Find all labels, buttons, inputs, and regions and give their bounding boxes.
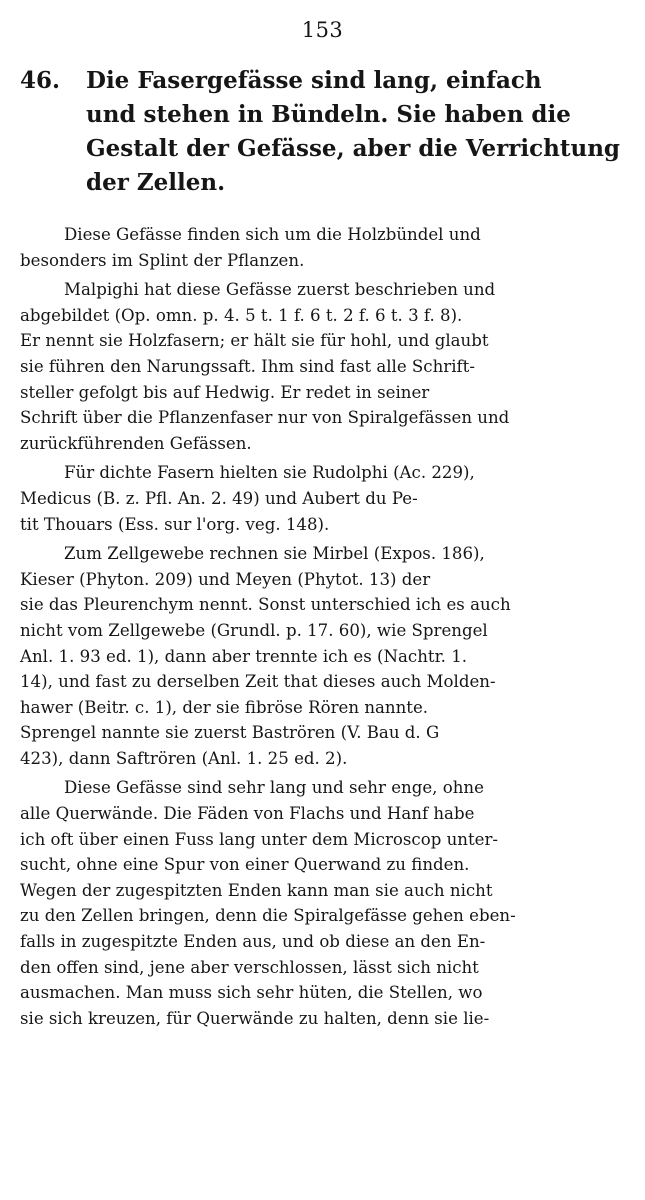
section-number: 46. (20, 67, 61, 94)
text-line: nicht vom Zellgewebe (Grundl. p. 17. 60), wie Sprengel (20, 620, 488, 640)
paragraph (20, 775, 588, 1031)
text-line: Anl. 1. 93 ed. 1), dann aber trennte ich es (Nachtr. 1. (20, 646, 468, 666)
text-line: sie führen den Narungssaft. Ihm sind fast alle Schrift- (20, 356, 475, 376)
text-line: steller gefolgt bis auf Hedwig. Er redet in seiner (20, 382, 430, 402)
heading-line: der Zellen. (86, 169, 226, 196)
text-line: Diese Gefässe sind sehr lang und sehr enge, ohne (64, 778, 484, 798)
text-line: alle Querwände. Die Fäden von Flachs und Hanf habe (20, 804, 475, 824)
text-line: Schrift über die Pflanzenfaser nur von Spiralgefässen und (20, 408, 510, 428)
text-line: sie das Pleurenchym nennt. Sonst unterschied ich es auch (20, 595, 511, 615)
text-line: den offen sind, jene aber verschlossen, lässt sich nicht (20, 957, 479, 977)
body-text (20, 222, 588, 1035)
text-line: Er nennt sie Holzfasern; er hält sie für hohl, und glaubt (20, 331, 489, 351)
text-line: zurückführenden Gefässen. (20, 433, 252, 453)
text-line: sie sich kreuzen, für Querwände zu halten, denn sie lie- (20, 1008, 490, 1028)
text-line: 14), und fast zu derselben Zeit that dieses auch Molden- (20, 672, 496, 692)
heading-line: Gestalt der Gefässe, aber die Verrichtung (86, 135, 620, 162)
text-line: zu den Zellen bringen, denn die Spiralgefässe gehen eben- (20, 906, 516, 926)
text-line: Malpighi hat diese Gefässe zuerst beschrieben und (64, 280, 496, 300)
text-line: 423), dann Saftrören (Anl. 1. 25 ed. 2). (20, 748, 348, 768)
paragraph (20, 277, 588, 456)
text-line: Sprengel nannte sie zuerst Baströren (V. Bau d. G (20, 723, 440, 743)
text-line: Diese Gefässe finden sich um die Holzbündel und (64, 225, 481, 244)
page-number: 153 (301, 18, 344, 42)
heading-line: und stehen in Bündeln. Sie haben die (86, 101, 571, 128)
text-line: Wegen der zugespitzten Enden kann man sie auch nicht (20, 880, 493, 900)
paragraph (20, 222, 588, 273)
text-line: Zum Zellgewebe rechnen sie Mirbel (Expos. 186), (64, 544, 485, 564)
text-line: ich oft über einen Fuss lang unter dem Microscop unter- (20, 829, 498, 849)
heading-line: Die Fasergefässe sind lang, einfach (86, 67, 542, 94)
text-line: falls in zugespitzte Enden aus, und ob diese an den En- (20, 932, 486, 952)
paragraph (20, 460, 588, 537)
text-line: tit Thouars (Ess. sur l'org. veg. 148). (20, 514, 330, 534)
text-line: ausmachen. Man muss sich sehr hüten, die Stellen, wo (20, 983, 483, 1003)
text-line: besonders im Splint der Pflanzen. (20, 250, 305, 270)
text-line: hawer (Beitr. c. 1), der sie fibröse Rören nannte. (20, 697, 429, 717)
text-line: Medicus (B. z. Pfl. An. 2. 49) und Aubert du Pe- (20, 488, 418, 508)
paragraph (20, 541, 588, 771)
text-line: abgebildet (Op. omn. p. 4. 5 t. 1 f. 6 t. 2 f. 6 t. 3 f. 8). (20, 305, 463, 325)
text-line: Für dichte Fasern hielten sie Rudolphi (Ac. 229), (64, 463, 475, 483)
text-line: Kieser (Phyton. 209) und Meyen (Phytot. 13) der (20, 569, 431, 589)
section-heading (20, 64, 620, 200)
text-line: sucht, ohne eine Spur von einer Querwand zu finden. (20, 855, 470, 875)
